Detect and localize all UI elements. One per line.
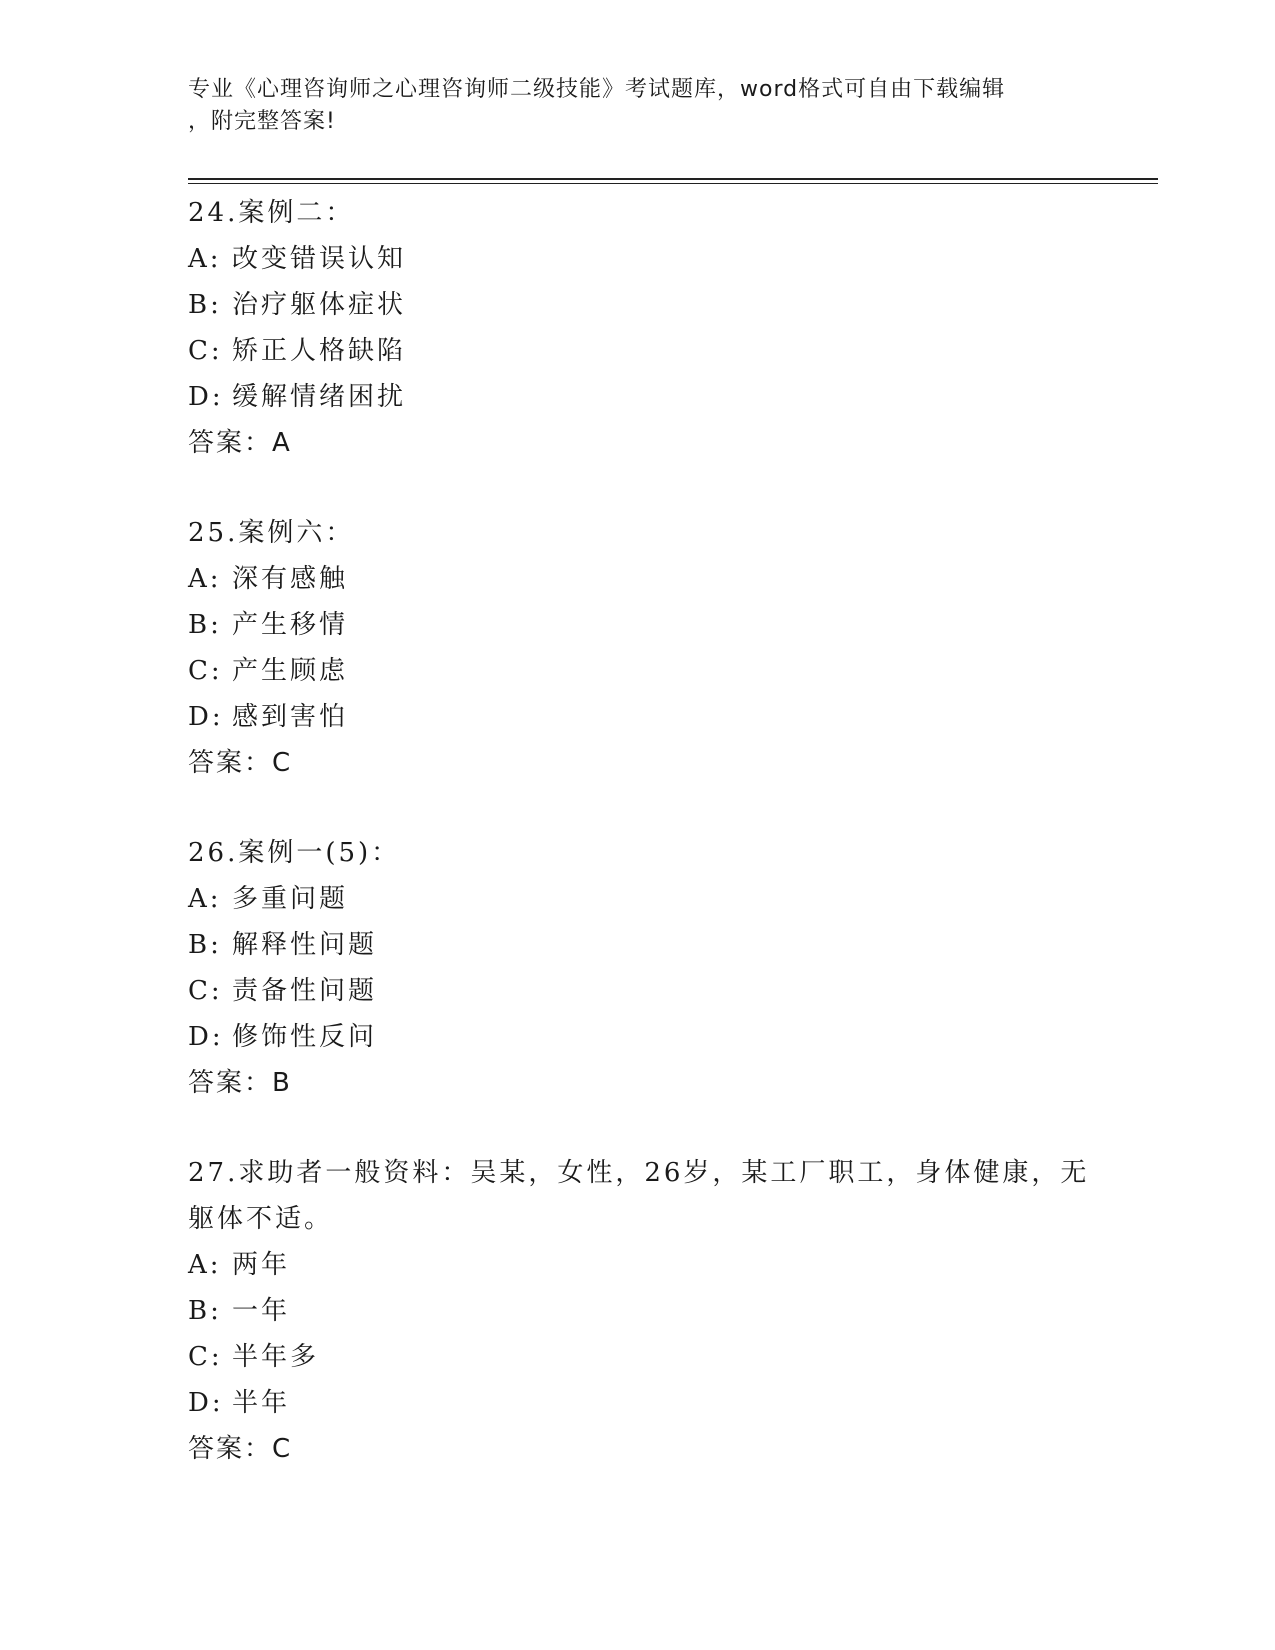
option-key: D: <box>188 1388 224 1418</box>
option-a <box>188 556 1148 602</box>
question-26 <box>188 830 1148 1106</box>
answer-line: 答案：C <box>188 1434 293 1464</box>
question-list <box>188 190 1148 1472</box>
option-c <box>188 648 1148 694</box>
question-stem: 26.案例一(5)： <box>188 838 401 868</box>
option-text: 半年 <box>232 1388 291 1418</box>
option-key: A: <box>188 1250 222 1280</box>
option-text: 改变错误认知 <box>232 244 407 274</box>
option-text: 感到害怕 <box>232 702 349 732</box>
option-key: B: <box>188 930 222 960</box>
option-text: 责备性问题 <box>232 976 378 1006</box>
option-key: C: <box>188 656 223 686</box>
question-stem: 24.案例二： <box>188 198 355 228</box>
option-a <box>188 236 1148 282</box>
header-title-line-1: 专业《心理咨询师之心理咨询师二级技能》考试题库，word格式可自由下载编辑 <box>188 77 1006 102</box>
option-text: 治疗躯体症状 <box>232 290 407 320</box>
option-d <box>188 1014 1148 1060</box>
option-text: 一年 <box>232 1296 291 1326</box>
option-text: 深有感触 <box>232 564 349 594</box>
option-c <box>188 1334 1148 1380</box>
question-spacer <box>188 786 1148 830</box>
answer-line: 答案：A <box>188 428 292 458</box>
question-spacer <box>188 466 1148 510</box>
option-text: 多重问题 <box>232 884 349 914</box>
question-27 <box>188 1150 1148 1472</box>
header-divider-thin <box>188 183 1158 184</box>
option-key: C: <box>188 1342 223 1372</box>
option-text: 产生移情 <box>232 610 349 640</box>
header-divider-thick <box>188 178 1158 180</box>
option-key: C: <box>188 336 223 366</box>
option-key: B: <box>188 610 222 640</box>
option-text: 产生顾虑 <box>232 656 349 686</box>
option-key: B: <box>188 290 222 320</box>
option-key: D: <box>188 702 224 732</box>
option-key: D: <box>188 382 224 412</box>
option-d <box>188 694 1148 740</box>
question-spacer <box>188 1106 1148 1150</box>
option-text: 缓解情绪困扰 <box>232 382 407 412</box>
option-b <box>188 1288 1148 1334</box>
header-title-line-2: ，附完整答案! <box>188 109 336 134</box>
question-stem: 25.案例六： <box>188 518 355 548</box>
option-key: A: <box>188 884 222 914</box>
question-24 <box>188 190 1148 466</box>
option-d <box>188 374 1148 420</box>
option-c <box>188 968 1148 1014</box>
option-key: B: <box>188 1296 222 1326</box>
document-header <box>188 74 1088 138</box>
question-stem: 27.求助者一般资料：吴某，女性，26岁，某工厂职工，身体健康，无 <box>188 1158 1090 1188</box>
option-b <box>188 602 1148 648</box>
option-text: 两年 <box>232 1250 291 1280</box>
option-key: A: <box>188 564 222 594</box>
answer-line: 答案：B <box>188 1068 292 1098</box>
option-a <box>188 876 1148 922</box>
option-key: C: <box>188 976 223 1006</box>
option-text: 矫正人格缺陷 <box>232 336 407 366</box>
option-c <box>188 328 1148 374</box>
option-b <box>188 922 1148 968</box>
option-text: 修饰性反问 <box>232 1022 378 1052</box>
option-text: 解释性问题 <box>232 930 378 960</box>
option-key: D: <box>188 1022 224 1052</box>
option-b <box>188 282 1148 328</box>
option-a <box>188 1242 1148 1288</box>
question-stem-continued: 躯体不适。 <box>188 1204 334 1234</box>
answer-line: 答案：C <box>188 748 293 778</box>
option-d <box>188 1380 1148 1426</box>
option-key: A: <box>188 244 222 274</box>
question-25 <box>188 510 1148 786</box>
option-text: 半年多 <box>232 1342 320 1372</box>
